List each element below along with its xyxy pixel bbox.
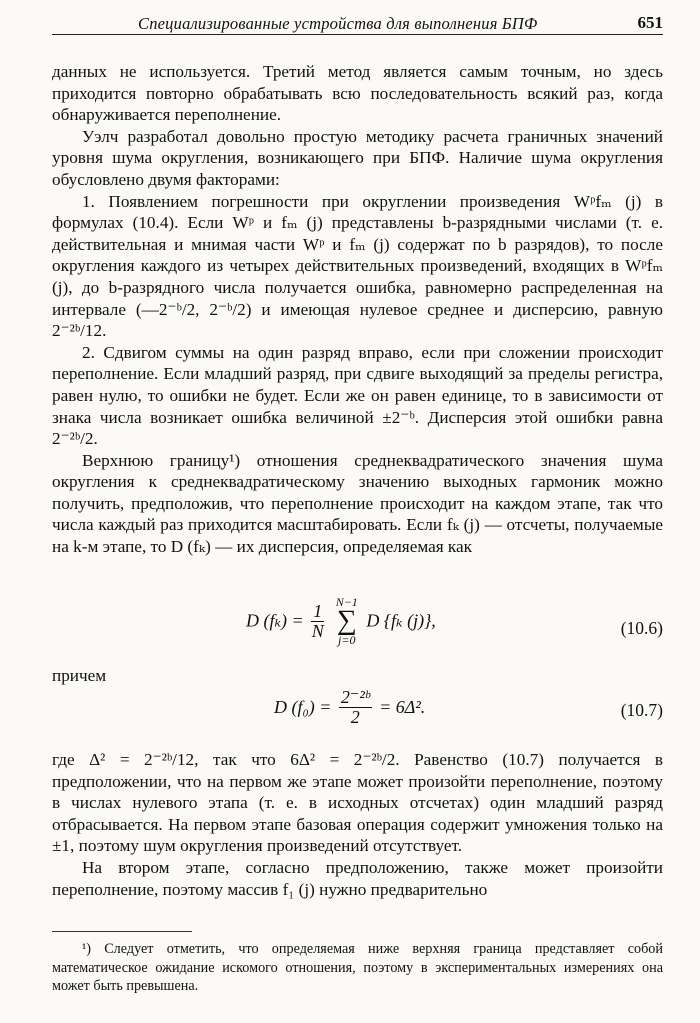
equation-number: (10.7) xyxy=(620,700,663,720)
sum-sign: ∑ xyxy=(336,605,357,636)
sum-lower-limit: j=0 xyxy=(338,633,356,647)
equation-rhs: = 6Δ². xyxy=(379,697,426,717)
paragraph: 1. Появлением погрешности при округлении произведения Wᵖfₘ (j) в формулах (10.4). Если Wᵖ и fₘ (j) представлены b-разрядными числами (т. е. действительная и мнимая части Wᵖ и fₘ (j) содержат по b разрядов), то после округления каждого из четырех действительных произведений, входящих в Wᵖfₘ (j), до b-разрядного числа получается ошибка, равномерно распределенная на интервале (—2⁻ᵇ/2, 2⁻ᵇ/2) и имеющая нулевое среднее и дисперсию, равную 2⁻²ᵇ/12. xyxy=(52,191,663,341)
fraction-numerator: 1 xyxy=(313,600,323,621)
fraction xyxy=(311,602,324,641)
equation-lhs: D (f₀) = xyxy=(274,697,332,717)
footnote-divider xyxy=(52,931,192,932)
running-title: Специализированные устройства для выполнения БПФ xyxy=(138,14,538,33)
footnote: ¹) Следует отметить, что определяемая ниже верхняя граница представляет собой математическое ожидание искомого отношения, поэтому в экспериментальных измерениях она может быть превышена. xyxy=(52,941,663,994)
paragraph: где Δ² = 2⁻²ᵇ/12, так что 6Δ² = 2⁻²ᵇ/2. Равенство (10.7) получается в предположении, что на первом же этапе может произойти переполнение, поэтому в числах нулевого этапа (т. е. в исходных отсчетах) один младший разряд отбрасывается. На первом этапе базовая операция содержит умножения только на ±1, поэтому шум округления произведений отсутствует. xyxy=(52,750,663,856)
fraction-numerator: 2⁻²ᵇ xyxy=(340,687,370,707)
sum-upper-limit: N−1 xyxy=(335,595,358,609)
page-header xyxy=(52,8,663,35)
fraction-denominator: 2 xyxy=(350,707,360,727)
paragraph: данных не используется. Третий метод является самым точным, но здесь приходится повторно обрабатывать всю последовательность всякий раз, когда обнаруживается переполнение. xyxy=(52,62,663,125)
equation-lhs: D (fₖ) = xyxy=(246,610,304,631)
connector-text: причем xyxy=(52,666,107,685)
fraction xyxy=(339,688,372,727)
fraction-denominator: N xyxy=(311,620,324,641)
equation-10-6 xyxy=(52,596,663,662)
equation-formula xyxy=(274,688,425,727)
summation xyxy=(336,596,358,646)
body-text-bottom xyxy=(52,749,663,900)
equation-number: (10.6) xyxy=(620,618,663,638)
paragraph: На втором этапе, согласно предположению, также может произойти переполнение, поэтому массив f₁ (j) нужно предварительно xyxy=(52,857,663,899)
equation-10-7 xyxy=(52,688,663,734)
equation-rhs: D {fₖ (j)}, xyxy=(366,610,436,631)
page-number: 651 xyxy=(637,13,663,32)
paragraph: Верхнюю границу¹) отношения среднеквадратического значения шума округления к среднеквадратическому значению выходных гармоник можно получить, предположив, что переполнение происходит на каждом этапе, так что числа каждый раз приходится масштабировать. Если fₖ (j) — отсчеты, получаемые на k-м этапе, то D (fₖ) — их дисперсия, определяемая как xyxy=(52,450,663,557)
body-text-top xyxy=(52,61,663,558)
paragraph: Уэлч разработал довольно простую методику расчета граничных значений уровня шума округления, возникающего при БПФ. Наличие шума округления обусловлено двумя факторами: xyxy=(52,126,663,189)
paragraph: 2. Сдвигом суммы на один разряд вправо, если при сложении происходит переполнение. Если младший разряд, при сдвиге выходящий за пределы регистра, равен нулю, то ошибки не будет. Если же он равен единице, то в зависимости от знака числа возникает ошибка величиной ±2⁻ᵇ. Дисперсия этой ошибки равна 2⁻²ᵇ/2. xyxy=(52,342,663,449)
equation-formula xyxy=(246,596,436,646)
